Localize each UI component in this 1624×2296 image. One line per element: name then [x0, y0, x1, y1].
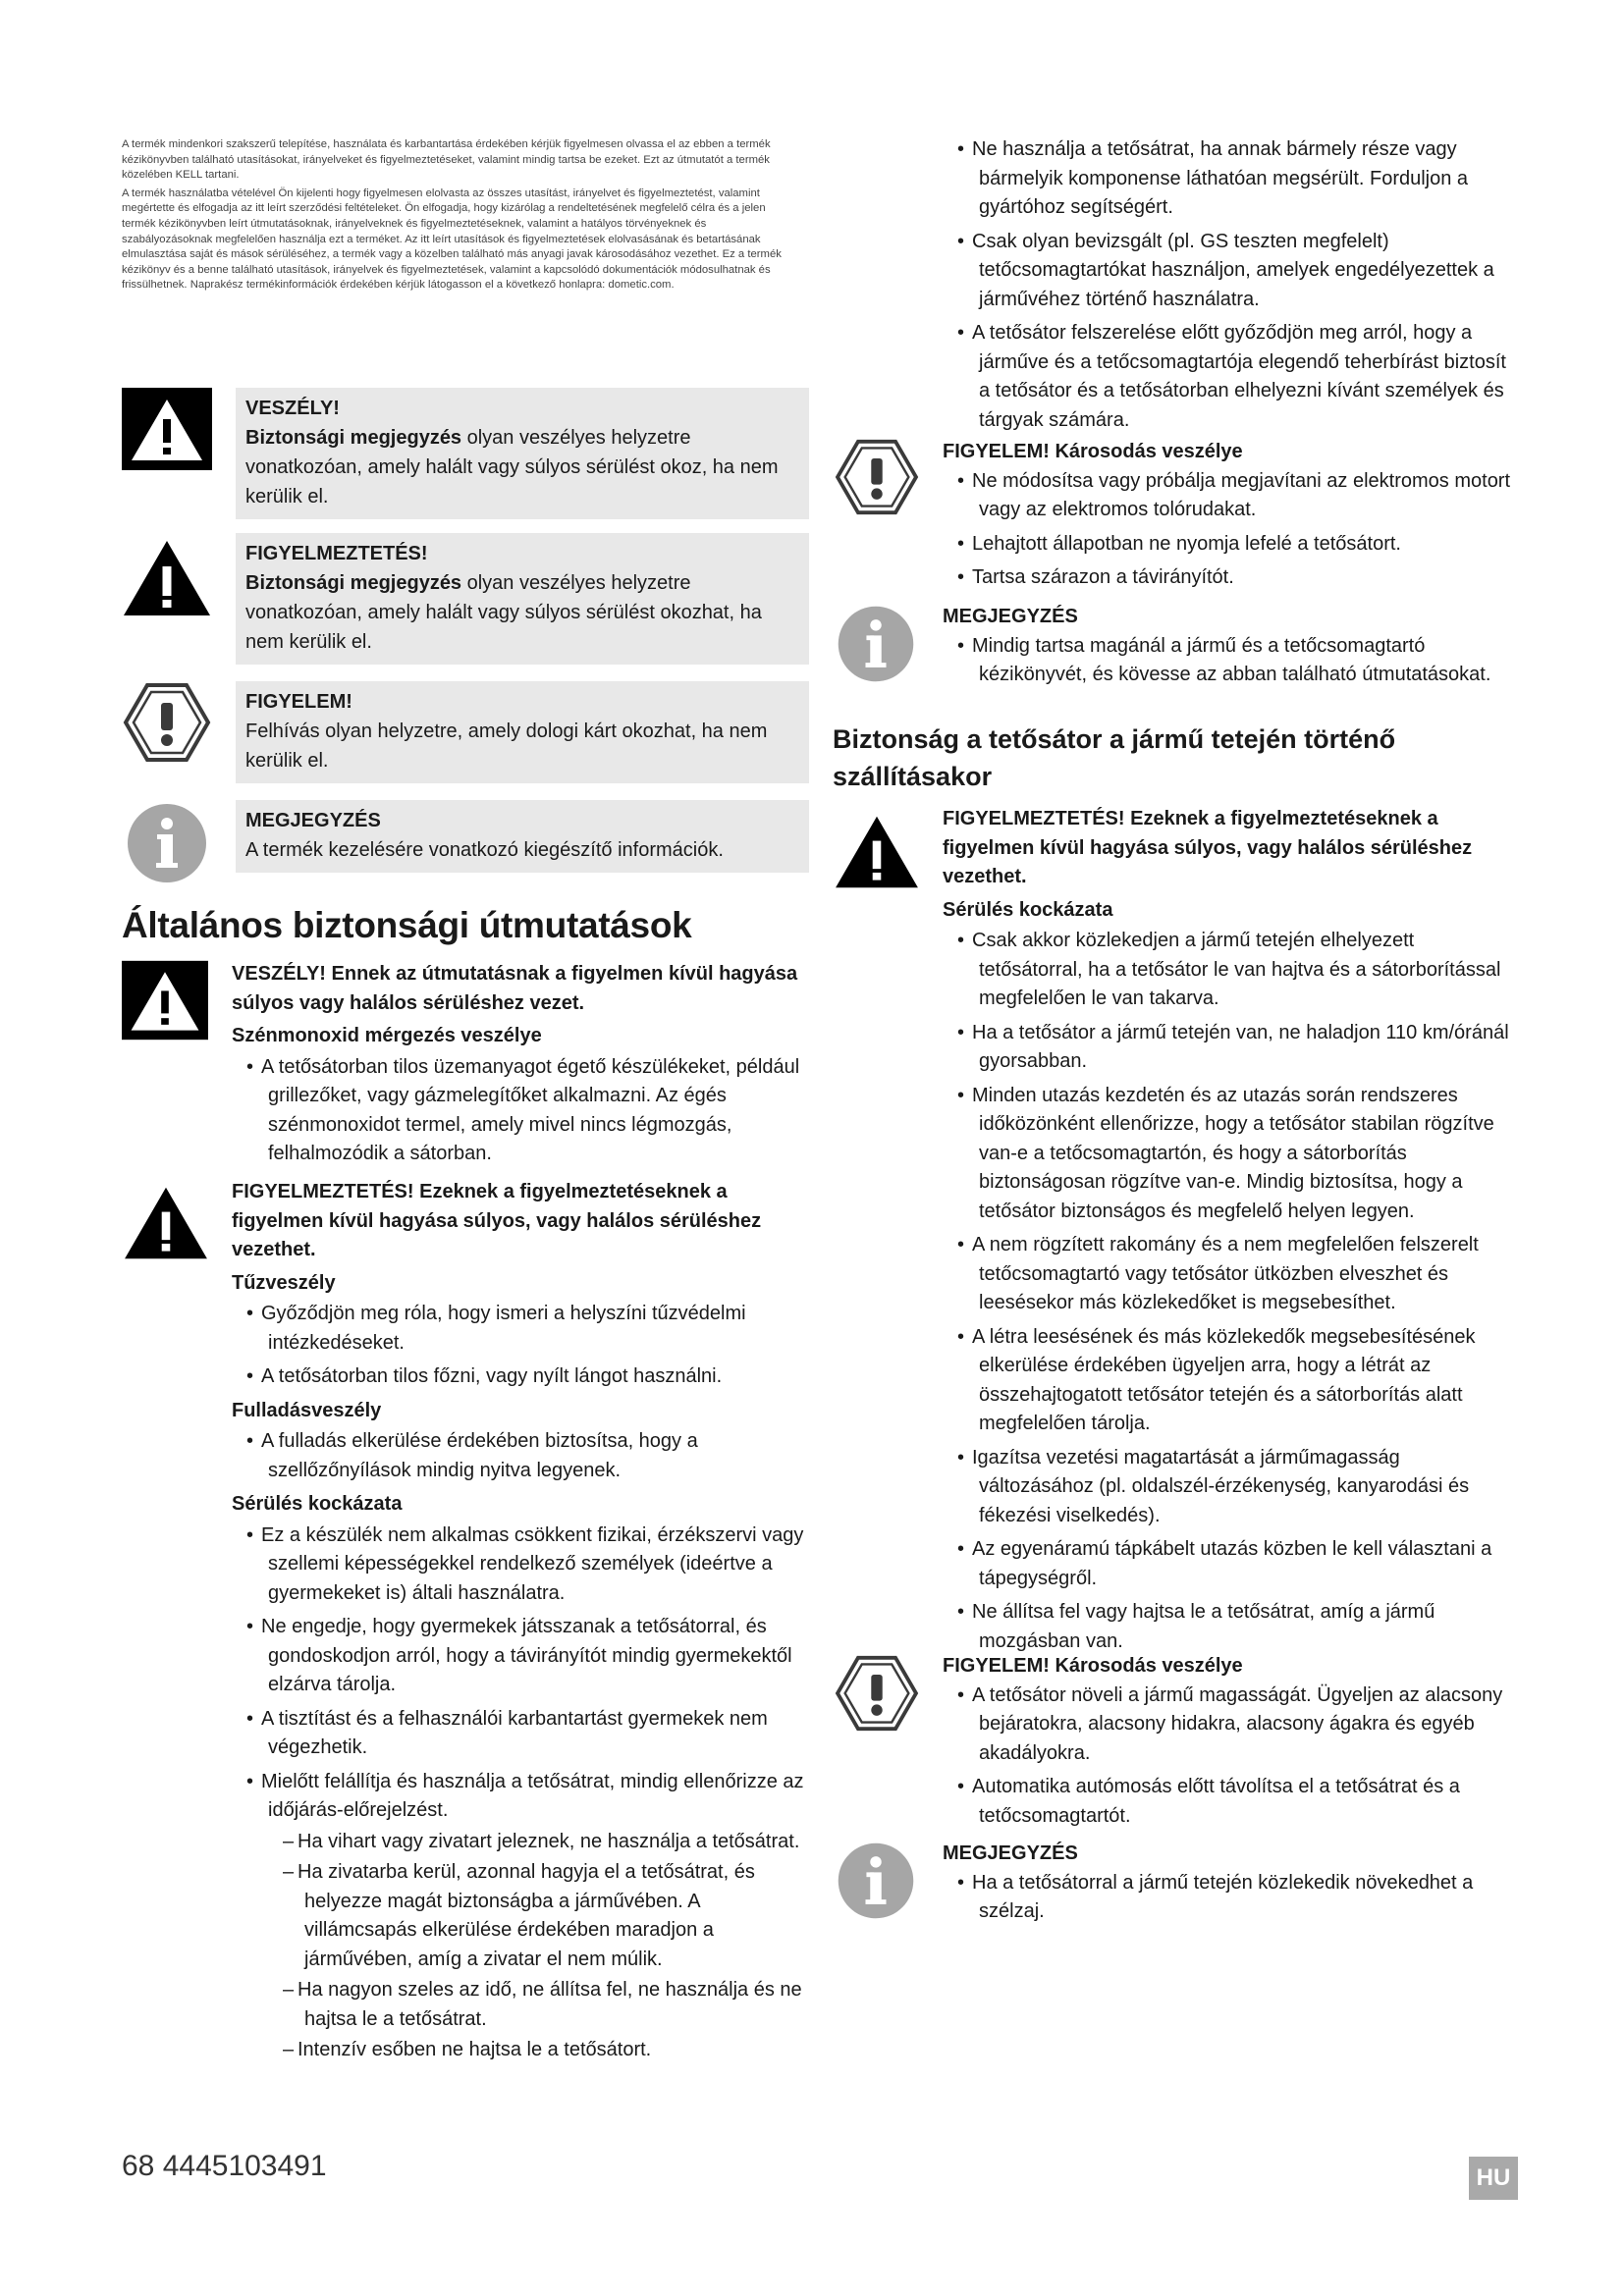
- legend-note-text: A termék kezelésére vonatkozó kiegészítő információk.: [245, 839, 724, 861]
- note-block-1-title: MEGJEGYZÉS: [943, 606, 1078, 627]
- note-block-2-title: MEGJEGYZÉS: [943, 1842, 1078, 1864]
- list-item: • Csak akkor közlekedjen a jármű tetején elhelyezett tetősátorral, ha a tetősátor le van hajtva és a sátorborítással megfelelően le van takarva.: [957, 930, 1501, 1009]
- list-item: • Ne engedje, hogy gyermekek játsszanak a tetősátorral, és gondoskodjon arról, hogy a távirányítót mindig gyermekektől elzárva tárolja.: [246, 1616, 792, 1695]
- suffocation-subtitle: Fulladásveszély: [232, 1399, 382, 1421]
- sub-list-item: – Ha nagyon szeles az idő, ne állítsa fel, ne használja és ne hajtsa le a tetősátrat.: [283, 1979, 802, 2030]
- info-icon: [122, 802, 212, 884]
- caution-icon: [833, 1654, 921, 1733]
- warning-block-title: FIGYELMEZTETÉS! Ezeknek a figyelmeztetéseknek a figyelmen kívül hagyása súlyos, vagy halálos sérüléshez vezethet.: [232, 1181, 762, 1260]
- list-item: • Mielőtt felállítja és használja a tetősátrat, mindig ellenőrizze az időjárás-előrejelzést. – Ha vihart vagy zivatart jeleznek, ne használja a tetősátrat. – Ha zivatarba kerül, azonnal hagyja el a tetősátrat, és helyezze magát biztonságba a járművében. A villámcsapás elkerülése érdekében maradjon a járművében, amíg a zivatar el nem múlik. – Ha nagyon szeles az idő, ne állítsa fel, ne használja és ne hajtsa le a tetősátrat. – Intenzív esőben ne hajtsa le a tetősátort.: [232, 1768, 809, 2065]
- legend-warning-text: olyan veszélyes helyzetre vonatkozóan, amely halált vagy súlyos sérülést okozhat, ha nem kerülik el.: [245, 572, 762, 653]
- list-item: • A tetősátorban tilos üzemanyagot égető készülékeket, például grillezőket, vagy gázmelegítőket alkalmazni. Az égés szénmonoxidot termel, amely mivel nincs légmozgás, felhalmozódik a sátorban.: [246, 1055, 800, 1164]
- list-item: • Csak olyan bevizsgált (pl. GS teszten megfelelt) tetőcsomagtartókat használjon, amelyek engedélyezettek a járművéhez történő használatra.: [957, 230, 1494, 310]
- caution-block-2-title: FIGYELEM! Károsodás veszélye: [943, 1655, 1243, 1677]
- list-item: • Tartsa szárazon a távirányítót.: [957, 566, 1234, 588]
- intro-text: [122, 137, 799, 296]
- injury-risk-subtitle: Sérülés kockázata: [232, 1493, 403, 1515]
- info-icon: [833, 603, 919, 685]
- legend-danger-lead: Biztonsági megjegyzés: [245, 427, 462, 449]
- warning-block-2-title: FIGYELMEZTETÉS! Ezeknek a figyelmeztetéseknek a figyelmen kívül hagyása súlyos, vagy halálos sérüléshez vezethet.: [943, 808, 1473, 887]
- language-badge: HU: [1469, 2157, 1518, 2200]
- list-item: • Ha a tetősátorral a jármű tetején közlekedik növekedhet a szélzaj.: [957, 1871, 1474, 1922]
- fire-hazard-subtitle: Tűzveszély: [232, 1271, 336, 1294]
- warning-icon: [122, 537, 212, 619]
- heading-transport-safety: Biztonság a tetősátor a jármű tetején történő szállításakor: [833, 724, 1396, 791]
- list-item: • A fulladás elkerülése érdekében biztosítsa, hogy a szellőzőnyílások mindig nyitva legyenek.: [246, 1430, 698, 1481]
- caution-block-1-title: FIGYELEM! Károsodás veszélye: [943, 441, 1243, 462]
- caution-icon: [122, 681, 212, 764]
- list-item: • A tisztítást és a felhasználói karbantartást gyermekek nem végezhetik.: [246, 1707, 768, 1758]
- intro-paragraph-1: A termék mindenkori szakszerű telepítése, használata és karbantartása érdekében kérjük figyelmesen olvassa el az ebben a termék kézikönyvben található utasításokat, irányelveket és figyelmeztetéseket, valamint mindig tartsa be ezeket. Ezt az útmutatót a termék közelében KELL tartani.: [122, 138, 771, 182]
- legend-warning-lead: Biztonsági megjegyzés: [245, 572, 462, 594]
- list-item: • Ne állítsa fel vagy hajtsa le a tetősátrat, amíg a jármű mozgásban van.: [957, 1601, 1435, 1652]
- danger-icon: [122, 388, 212, 470]
- list-item: • A nem rögzített rakomány és a nem megfelelően felszerelt tetőcsomagtartó vagy tetősátor ütközben elveszhet és leesésekor más közlekedőket is megsebesíthet.: [957, 1234, 1479, 1313]
- list-item: • Ha a tetősátor a jármű tetején van, ne haladjon 110 km/óránál gyorsabban.: [957, 1021, 1509, 1072]
- heading-general-safety: Általános biztonsági útmutatások: [122, 905, 692, 945]
- list-item: • Lehajtott állapotban ne nyomja lefelé a tetősátort.: [957, 532, 1401, 555]
- list-item: • Minden utazás kezdetén és az utazás során rendszeres időközönként ellenőrizze, hogy a tetősátor stabilan rögzítve van-e a tetőcsomagtartón, és hogy a sátorborítás biztonságosan rögzítve van-e. Mindig biztosítsa, hogy a tetősátor biztonságos és megfelelő helyen legyen.: [957, 1084, 1494, 1222]
- list-item: • Győződjön meg róla, hogy ismeri a helyszíni tűzvédelmi intézkedéseket.: [246, 1303, 746, 1354]
- list-item: • Mindig tartsa magánál a jármű és a tetőcsomagtartó kézikönyvét, és kövesse az abban található útmutatásokat.: [957, 634, 1491, 685]
- list-item: • Ez a készülék nem alkalmas csökkent fizikai, érzékszervi vagy szellemi képességekkel rendelkező személyek (ideértve a gyermekeket is) általi használatra.: [246, 1523, 804, 1604]
- danger-icon: [122, 960, 208, 1041]
- legend-note-title: MEGJEGYZÉS: [245, 810, 381, 831]
- sub-list-item: – Ha vihart vagy zivatart jeleznek, ne használja a tetősátrat.: [283, 1830, 800, 1852]
- list-item: • A tetősátor felszerelése előtt győződjön meg arról, hogy a járműve és a tetőcsomagtartója elegendő teherbírást biztosít a tetősátor és a tetősátorban elhelyezni kívánt személyek és tárgyak számára.: [957, 322, 1506, 431]
- injury-risk-subtitle: Sérülés kockázata: [943, 898, 1113, 921]
- danger-block-title: VESZÉLY! Ennek az útmutatásnak a figyelmen kívül hagyása súlyos vagy halálos sérüléshez vezet.: [232, 963, 798, 1014]
- info-icon: [833, 1840, 919, 1922]
- list-item: • Igazítsa vezetési magatartását a járműmagasság változásához (pl. oldalszél-érzékenység, kanyarodási és fékezési viselkedés).: [957, 1446, 1470, 1526]
- list-item: • A tetősátor növeli a jármű magasságát. Ügyeljen az alacsony bejáratokra, alacsony hidakra, alacsony ágakra és egyéb akadályokra.: [957, 1683, 1503, 1764]
- legend-danger-text: olyan veszélyes helyzetre vonatkozóan, amely halált vagy súlyos sérülést okoz, ha nem kerülik el.: [245, 427, 779, 507]
- intro-paragraph-2: A termék használatba vételével Ön kijelenti hogy figyelmesen elolvasta az összes utasítást, irányelvet és figyelmeztetést, valamint megértette és elfogadja az itt leírt szerződési feltételeket. Ön elfogadja, hogy kizárólag a rendeltetésének megfelelő célra és a jelen termék kézikönyvben leírt útmutatásoknak, irányelveknek és figyelmeztetéseknek, valamint a hatályos törvényeknek és szabályozásoknak megfelelően használja ezt a terméket. Az itt leírt utasítások és figyelmeztetések elolvasásának és betartásának elmulasztása saját és mások sérüléséhez, a termék vagy a közelben található más anyagi javak károsodásához vezethet. Ez a termék kézikönyv és a benne található utasítások, irányelvek és figyelmeztetések, valamint a kapcsolódó dokumentációk módosulhatnak és frissülhetnek. Naprakész termékinformációk érdekében kérjük látogasson el a következő honlapra: dometic.com.: [122, 187, 782, 292]
- caution-icon: [833, 438, 921, 516]
- danger-block-subtitle: Szénmonoxid mérgezés veszélye: [232, 1025, 542, 1046]
- list-item: • Ne használja a tetősátrat, ha annak bármely része vagy bármelyik komponense láthatóan megsérült. Forduljon a gyártóhoz segítségért.: [957, 138, 1469, 218]
- sub-list-item: – Ha zivatarba kerül, azonnal hagyja el a tetősátrat, és helyezze magát biztonságba a járművében. A villámcsapás elkerülése érdekében maradjon a járművében, amíg a zivatar el nem múlik.: [283, 1861, 755, 1970]
- warning-icon: [833, 813, 921, 891]
- legend-warning-title: FIGYELMEZTETÉS!: [245, 543, 428, 564]
- list-item: • A tetősátorban tilos főzni, vagy nyílt lángot használni.: [246, 1365, 723, 1387]
- sub-list-item: – Intenzív esőben ne hajtsa le a tetősátort.: [283, 2039, 652, 2060]
- list-item: • Az egyenáramú tápkábelt utazás közben le kell választani a tápegységről.: [957, 1538, 1492, 1589]
- page-number: 68 4445103491: [122, 2150, 327, 2182]
- legend-caution-title: FIGYELEM!: [245, 691, 352, 713]
- legend-caution-text: Felhívás olyan helyzetre, amely dologi kárt okozhat, ha nem kerülik el.: [245, 721, 768, 772]
- legend-danger-title: VESZÉLY!: [245, 398, 340, 419]
- list-item: • A létra leesésének és más közlekedők megsebesítésének elkerülése érdekében ügyeljen arra, hogy a létrát az összehajtogatott tetősátor tetején és a sátorborítás alatt megfelelően tárolja.: [957, 1325, 1476, 1434]
- list-item: • Ne módosítsa vagy próbálja megjavítani az elektromos motort vagy az elektromos tolórudakat.: [957, 469, 1511, 520]
- warning-icon: [122, 1184, 210, 1262]
- list-item: • Automatika autómosás előtt távolítsa el a tetősátrat és a tetőcsomagtartót.: [957, 1776, 1460, 1827]
